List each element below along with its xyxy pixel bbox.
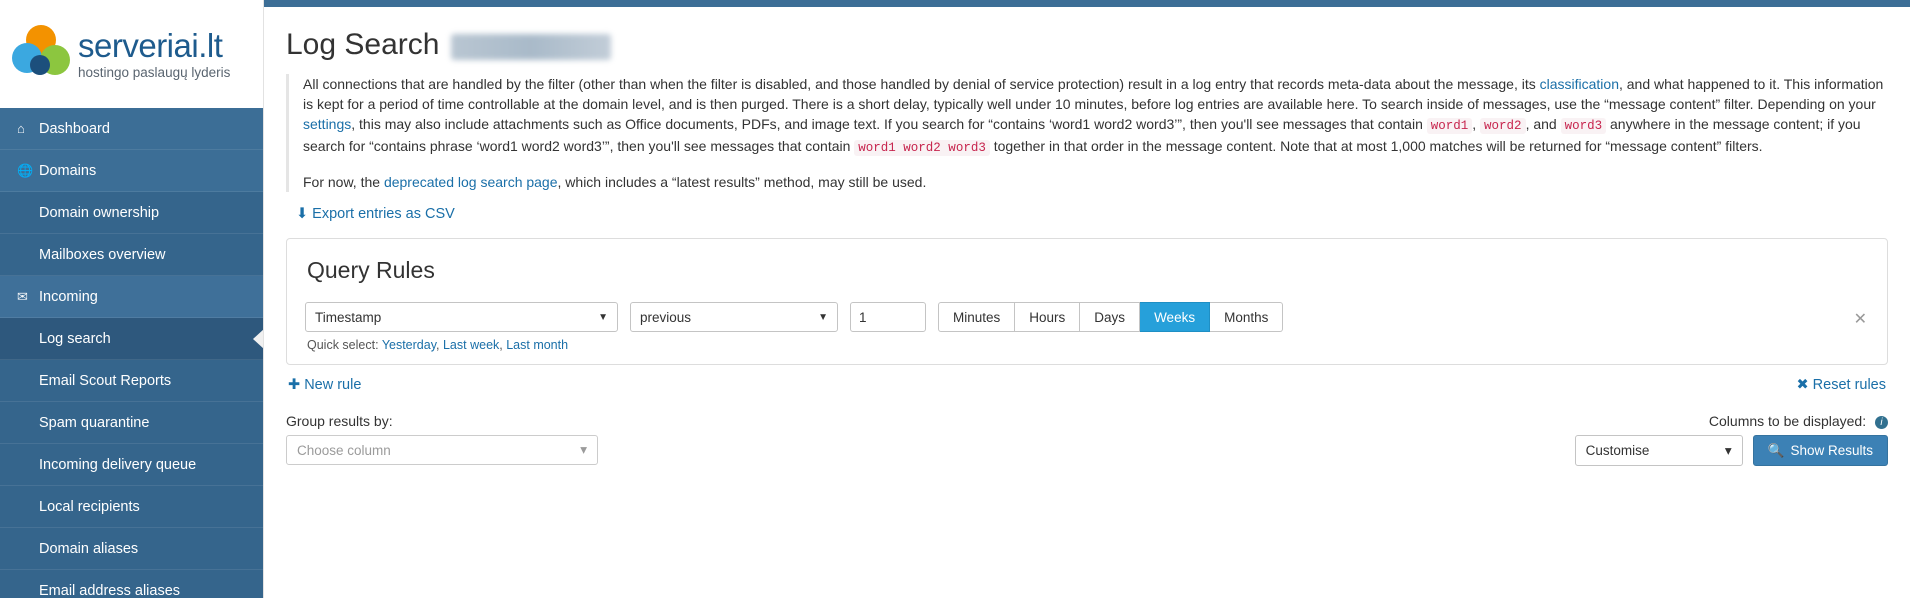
sidebar-item-email-scout-reports[interactable] — [0, 360, 263, 402]
intro-p1a: All connections that are handled by the filter (other than when the filter is disabled, and those handled by denial of service protection) result in a log entry that records meta-data about the message, its — [303, 76, 1540, 92]
sidebar-item-label: Dashboard — [39, 120, 110, 137]
reset-rules-label: Reset rules — [1812, 377, 1886, 393]
sidebar-item-label: Domain aliases — [39, 540, 139, 557]
intro-p1c: , this may also include attachments such as Office documents, PDFs, and image text. If you search for “contains ‘word1 word2 word3’”, then you'll see messages that contain — [351, 116, 1427, 132]
sidebar-item-incoming[interactable] — [0, 276, 263, 318]
keyword-word2: word2 — [1480, 118, 1526, 134]
sidebar-item-dashboard[interactable] — [0, 108, 263, 150]
export-csv-row — [296, 206, 1888, 222]
rule-amount-input[interactable] — [850, 302, 926, 332]
columns-section — [1575, 413, 1888, 466]
unit-button-months[interactable]: Months — [1210, 302, 1283, 332]
inbox-icon: ✉ — [17, 288, 28, 304]
group-results-label: Group results by: — [286, 413, 393, 429]
sidebar-item-label: Incoming — [39, 288, 98, 305]
sidebar-item-label: Local recipients — [39, 498, 140, 515]
page-title — [286, 28, 1888, 62]
intro-p1b: , and what happened to it. This information is kept for a period of time controllable at the domain level, and is then purged. There is a short delay, typically well under 10 minutes, before log entries are available here. To search inside of messages, use the “message content” filter. Depending on your — [303, 76, 1884, 112]
query-rules-panel — [286, 238, 1888, 365]
intro-p1e: together in that order in the message content. Note that at most 1,000 matches will be returned for “message content” filters. — [989, 138, 1763, 154]
unit-button-hours[interactable]: Hours — [1015, 302, 1080, 332]
chevron-down-icon: ▼ — [598, 311, 608, 323]
export-csv-button[interactable] — [296, 206, 455, 222]
sidebar-item-log-search[interactable] — [0, 318, 263, 360]
query-rules-title: Query Rules — [307, 257, 435, 283]
unit-button-minutes[interactable]: Minutes — [938, 302, 1015, 332]
deprecated-log-search-link[interactable]: deprecated log search page — [383, 174, 558, 190]
close-icon: ✖ — [1796, 377, 1809, 393]
new-rule-button[interactable] — [288, 377, 361, 393]
customise-value: Customise — [1585, 443, 1650, 458]
unit-button-days[interactable]: Days — [1080, 302, 1140, 332]
plus-icon: ✚ — [288, 377, 301, 393]
chevron-down-icon: ▾ — [580, 442, 587, 457]
keyword-word1: word1 — [1427, 118, 1473, 134]
show-results-button[interactable] — [1753, 435, 1888, 466]
globe-icon: 🌐 — [17, 162, 34, 178]
rule-operator-select[interactable] — [630, 302, 838, 332]
columns-label — [1709, 413, 1888, 429]
intro-p1d: anywhere in the message content; if you search for “contains phrase ‘word1 word2 word3’”, then you'll see messages that contain — [303, 116, 1861, 154]
intro-paragraph-2 — [303, 172, 1888, 192]
main-content — [263, 0, 1910, 598]
rule-operator-value: previous — [640, 309, 692, 325]
sidebar-item-label: Spam quarantine — [39, 414, 150, 431]
export-csv-label: Export entries as CSV — [312, 206, 455, 222]
sidebar-item-label: Domain ownership — [39, 204, 160, 221]
active-caret-icon — [253, 329, 263, 349]
remove-rule-icon[interactable]: ✕ — [1853, 311, 1867, 328]
intro-p2a: For now, the — [303, 174, 384, 190]
quick-select-yesterday[interactable]: Yesterday — [381, 338, 437, 352]
sidebar-item-domain-ownership[interactable] — [0, 192, 263, 234]
intro-text — [286, 74, 1888, 192]
sidebar-item-mailboxes-overview[interactable] — [0, 234, 263, 276]
query-rule-row — [305, 302, 1869, 332]
group-column-placeholder: Choose column — [297, 442, 391, 458]
intro-sep1: , — [1472, 116, 1477, 132]
sidebar — [0, 0, 263, 598]
intro-p2b: , which includes a “latest results” method, may still be used. — [557, 174, 927, 190]
download-icon: ⬇ — [296, 206, 309, 222]
rule-field-value: Timestamp — [315, 309, 382, 325]
group-column-select[interactable] — [286, 435, 598, 465]
columns-label-text: Columns to be displayed: — [1708, 413, 1867, 429]
unit-button-weeks[interactable]: Weeks — [1140, 302, 1210, 332]
keyword-phrase: word1 word2 word3 — [854, 140, 990, 156]
results-options-row — [286, 413, 1888, 466]
new-rule-label: New rule — [304, 377, 362, 393]
quick-select-row — [307, 338, 1869, 352]
sidebar-item-label: Domains — [39, 162, 97, 179]
keyword-word3: word3 — [1561, 118, 1607, 134]
show-results-label: Show Results — [1790, 443, 1873, 458]
quick-select-last-week[interactable]: Last week — [442, 338, 500, 352]
intro-sep2: , and — [1525, 116, 1557, 132]
top-bar — [264, 0, 1910, 7]
reset-rules-button[interactable] — [1796, 377, 1886, 393]
sidebar-item-label: Email address aliases — [39, 582, 181, 598]
page-title-text: Log Search — [286, 28, 440, 61]
sidebar-item-domain-aliases[interactable] — [0, 528, 263, 570]
intro-paragraph-1 — [303, 74, 1888, 158]
domain-name-masked — [451, 34, 611, 60]
sep: , — [499, 338, 507, 352]
classification-link[interactable]: classification — [1539, 76, 1619, 92]
sidebar-item-label: Incoming delivery queue — [39, 456, 197, 473]
sidebar-item-local-recipients[interactable] — [0, 486, 263, 528]
brand-name: serveriai.lt — [78, 26, 223, 64]
rule-field-select[interactable] — [305, 302, 618, 332]
sidebar-item-incoming-delivery-queue[interactable] — [0, 444, 263, 486]
quick-select-last-month[interactable]: Last month — [506, 338, 569, 352]
info-icon[interactable]: i — [1875, 416, 1888, 429]
settings-link[interactable]: settings — [303, 116, 352, 132]
quick-select-label: Quick select: — [307, 338, 379, 352]
sidebar-item-label: Mailboxes overview — [39, 246, 166, 263]
sep: , — [436, 338, 443, 352]
sidebar-item-spam-quarantine[interactable] — [0, 402, 263, 444]
search-icon: 🔍 — [1767, 442, 1785, 458]
sidebar-item-label: Log search — [39, 330, 111, 347]
logo-icon — [10, 25, 68, 83]
customise-columns-select[interactable] — [1575, 435, 1743, 466]
brand-logo[interactable] — [0, 0, 263, 108]
sidebar-item-label: Email Scout Reports — [39, 372, 172, 389]
chevron-down-icon: ▼ — [818, 311, 828, 323]
sidebar-item-domains[interactable] — [0, 150, 263, 192]
rule-unit-button-group — [938, 302, 1283, 332]
home-icon: ⌂ — [17, 121, 25, 136]
sidebar-item-email-address-aliases[interactable] — [0, 570, 263, 598]
rules-actions-row — [288, 377, 1886, 393]
chevron-down-icon: ▾ — [1724, 442, 1732, 458]
group-results-section — [286, 413, 598, 465]
brand-tagline: hostingo paslaugų lyderis — [78, 64, 231, 80]
